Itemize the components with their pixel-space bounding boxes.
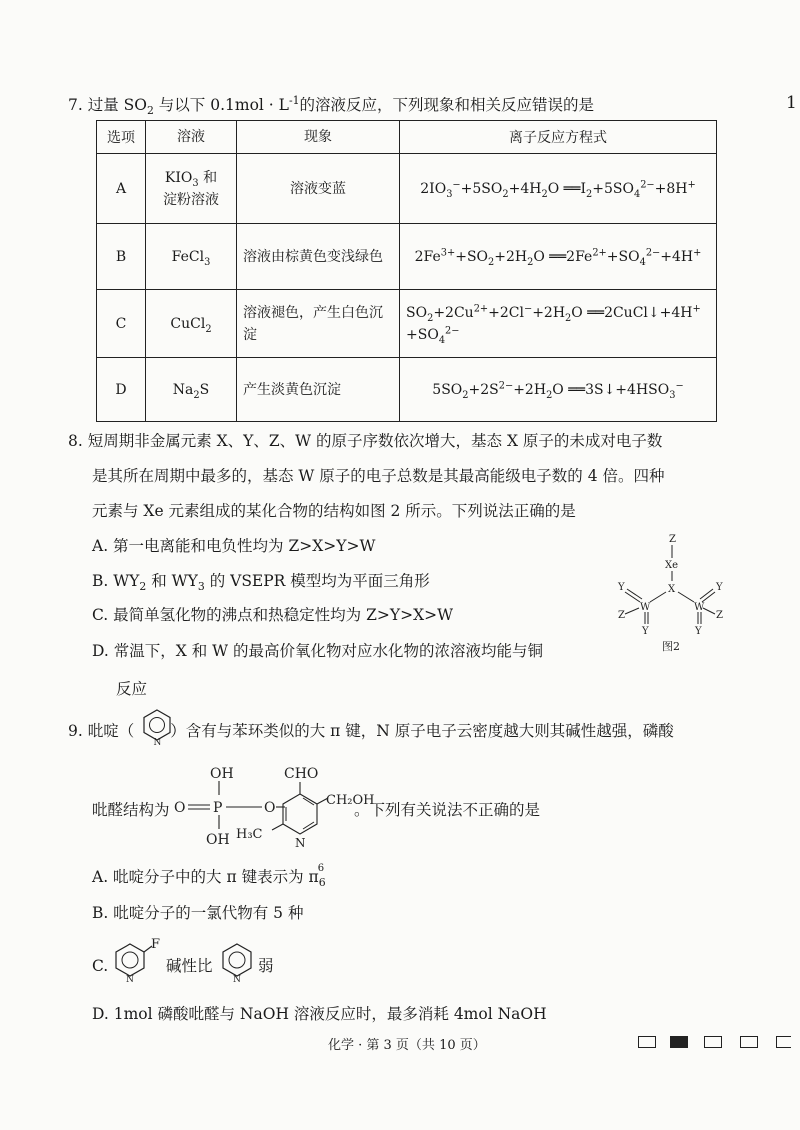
pyridine-structure-compare xyxy=(218,939,256,983)
q7-d-equation: $5SO_2+2S^{2-}+2H_2O$ $══3S↓+4HSO_3^-$ xyxy=(400,358,717,422)
q8-line-1: 8. 短周期非金属元素 X、Y、Z、W 的原子序数依次增大，基态 X 原子的未成对电子数 xyxy=(68,432,663,450)
fig2-w-left: W xyxy=(640,602,651,613)
q8-option-d-line2: 反应 xyxy=(116,680,148,698)
q7-a-equation: $2IO_3^-+5SO_2+4H_2O$ $══I_2+5SO_4^{2-}+8H^+$ xyxy=(400,154,717,224)
q9-option-c-middle: 碱性比 xyxy=(166,957,213,975)
q7-d-solution: $Na_2S$ xyxy=(146,358,237,422)
q7-c-equation: $SO_2+2Cu^{2+}+2Cl^-+2H_2O$ ══2CuCl↓+4H+ $+SO_4^{2-}$ xyxy=(400,290,717,358)
footer-mark-4 xyxy=(740,1036,758,1048)
fluoropyridine-structure xyxy=(112,937,164,983)
q7-c-solution: CuCl$_2$ xyxy=(146,290,237,358)
q7-c-phenomenon: 溶液褪色，产生白色沉淀 xyxy=(237,290,400,358)
pp-oh-top: OH xyxy=(210,766,234,782)
fig2-z-top: Z xyxy=(669,534,676,545)
q7-header-equation: 离子反应方程式 xyxy=(400,121,717,154)
q9-option-a: A. 吡啶分子中的大 π 键表示为 $\pi_6$ 6 xyxy=(92,863,326,890)
q9-line-2-prefix: 吡醛结构为 xyxy=(92,801,170,819)
figure-2-structure xyxy=(610,530,730,655)
fig2-z-left: Z xyxy=(618,610,625,621)
fig2-x: X xyxy=(668,584,676,595)
pp-o-double: O xyxy=(174,800,186,816)
figure-2-caption: 图2 xyxy=(662,640,680,653)
fluoropyridine-f: F xyxy=(151,937,161,952)
q9-option-c-prefix: C. xyxy=(92,957,109,975)
q8-option-c: C. 最简单氢化物的沸点和热稳定性均为 Z>Y>X>W xyxy=(92,606,454,624)
fig2-xe: Xe xyxy=(665,560,679,571)
q7-header-phenomenon: 现象 xyxy=(237,121,400,154)
fig2-y-left-top: Y xyxy=(618,582,625,593)
q9-option-c-suffix: 弱 xyxy=(258,957,274,975)
pp-cho: CHO xyxy=(284,766,319,782)
q9-line-1: 9. 吡啶（ ）含有与苯环类似的大 π 键，N 原子电子云密度越大则其碱性越强，磷酸 xyxy=(68,722,674,740)
pp-p: P xyxy=(213,800,223,816)
fig2-y-right-bottom: Y xyxy=(695,626,702,637)
pp-h3c: H₃C xyxy=(236,827,263,842)
q8-line-3: 元素与 Xe 元素组成的某化合物的结构如图 2 所示。下列说法正确的是 xyxy=(92,502,576,520)
q7-header-solution: 溶液 xyxy=(146,121,237,154)
pyridine-compare-n: N xyxy=(233,975,241,985)
pp-ch2oh: CH₂OH xyxy=(326,793,375,808)
fig2-y-right-top: Y xyxy=(716,582,723,593)
q7-stem: 7. 过量 $SO_2$ 与以下 $0.1mol \cdot L^{-1}$的溶液反应，下列现象和相关反应错误的是 xyxy=(68,93,595,118)
pyridoxal-phosphate-structure xyxy=(170,762,375,852)
q9-option-d: D. 1mol 磷酸吡醛与 NaOH 溶液反应时，最多消耗 4mol NaOH xyxy=(92,1005,547,1023)
q9-option-b: B. 吡啶分子的一氯代物有 5 种 xyxy=(92,904,304,922)
fig2-y-left-bottom: Y xyxy=(642,626,649,637)
pyridine-structure-inline xyxy=(140,707,174,747)
page-footer: 化学 · 第 3 页（共 10 页） xyxy=(328,1038,486,1053)
q8-option-a: A. 第一电离能和电负性均为 Z>X>Y>W xyxy=(92,537,376,555)
q7-row-c xyxy=(97,290,717,358)
pp-n: N xyxy=(295,836,306,850)
q7-b-equation: $2Fe^{3+}+SO_2+2H_2O$ $══2Fe^{2+}+SO_4^{2-}+4H^+$ xyxy=(400,224,717,290)
q8-option-b: B. $WY_2$ 和 $WY_3$ 的 VSEPR 模型均为平面三角形 xyxy=(92,572,430,594)
q7-c-option: C xyxy=(97,290,146,358)
q7-a-option: A xyxy=(97,154,146,224)
q7-row-d xyxy=(97,358,717,422)
q8-option-d-line1: D. 常温下，X 和 W 的最高价氧化物对应水化物的浓溶液均能与铜 xyxy=(92,642,543,660)
q7-d-option: D xyxy=(97,358,146,422)
pyridine-n-label: N xyxy=(153,738,162,748)
q7-row-b xyxy=(97,224,717,290)
page-corner-number: 1 xyxy=(786,93,797,113)
q7-header-option: 选项 xyxy=(97,121,146,154)
q7-a-solution: $KIO_3$ 和 淀粉溶液 xyxy=(146,154,237,224)
fluoropyridine-n: N xyxy=(126,975,134,985)
q7-table xyxy=(96,120,717,422)
pp-o-bridge: O xyxy=(264,800,276,816)
footer-mark-3 xyxy=(704,1036,722,1048)
q7-b-phenomenon: 溶液由棕黄色变浅绿色 xyxy=(237,224,400,290)
q7-b-option: B xyxy=(97,224,146,290)
footer-mark-1 xyxy=(638,1036,656,1048)
q9-line-2-suffix: 。下列有关说法不正确的是 xyxy=(354,801,541,819)
footer-mark-2 xyxy=(670,1036,688,1048)
q7-a-phenomenon: 溶液变蓝 xyxy=(237,154,400,224)
fig2-z-right: Z xyxy=(716,610,723,621)
q7-header-row xyxy=(97,121,717,154)
pp-oh-bottom: OH xyxy=(206,832,230,848)
q8-line-2: 是其所在周期中最多的，基态 W 原子的电子总数是其最高能级电子数的 4 倍。四种 xyxy=(92,467,665,485)
q7-d-phenomenon: 产生淡黄色沉淀 xyxy=(237,358,400,422)
fig2-w-right: W xyxy=(694,602,705,613)
footer-mark-5 xyxy=(776,1036,791,1048)
q7-b-solution: FeCl$_3$ xyxy=(146,224,237,290)
q7-row-a xyxy=(97,154,717,224)
